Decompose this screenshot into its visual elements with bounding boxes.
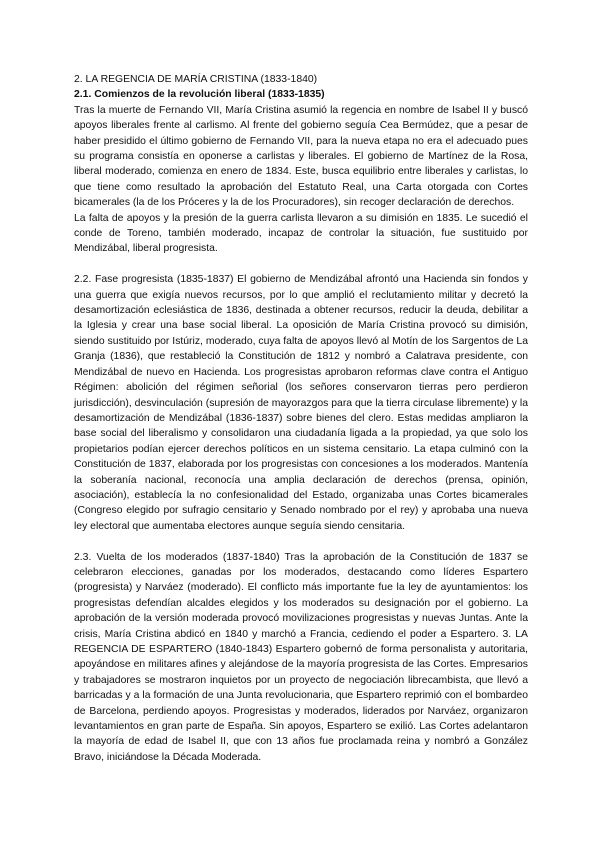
paragraph-progressive-phase: 2.2. Fase progresista (1835-1837) El gobierno de Mendizábal afrontó una Hacienda sin fondos y una guerra que exigía nuevos recursos, por lo que amplió el reclutamiento militar y decretó la desamortización eclesiástica de 1836, destinada a obtener recursos, reducir la deuda, debilitar a la Iglesia y crear una base social liberal. La oposición de María Cristina provocó su dimisión, siendo sustituido por Istúriz, moderado, cuya falta de apoyos llevó al Motín de los Sargentos de La Granja (1836), que restableció la Constitución de 1812 y nombró a Calatrava presidente, con Mendizábal de nuevo en Hacienda. Los progresistas aprobaron reformas clave contra el Antiguo Régimen: abolición del régimen señorial (los señores conservaron tierras pero perdieron jurisdicción), desvinculación (supresión de mayorazgos para que la tierra circulase libremente) y la desamortización de Mendizábal (1836-1837) sobre bienes del clero. Estas medidas ampliaron la base social del liberalismo y consolidaron una ciudadanía ligada a la propiedad, ya que solo los propietarios podían ejercer derechos políticos en un sistema censitario. La etapa culminó con la Constitución de 1837, elaborada por los progresistas con concesiones a los moderados. Mantenía la soberanía nacional, reconocía una amplia declaración de derechos (prensa, opinión, asociación), establecía la no confesionalidad del Estado, organizaba unas Cortes bicamerales (Congreso elegido por sufragio censitario y Senado nombrado por el rey) y aprobaba una nueva ley electoral que aumentaba electores aunque seguía siendo censitaria. xyxy=(74,274,528,532)
paragraph-mendizabal-rise: La falta de apoyos y la presión de la guerra carlista llevaron a su dimisión en 1835. Le sucedió el conde de Toreno, también moderado, incapaz de controlar la situación, fue sustituido por Mendizábal, liberal progresista. xyxy=(74,212,528,255)
paragraph-gap xyxy=(74,534,528,549)
paragraph-gap xyxy=(74,257,528,272)
paragraph-regency-start: Tras la muerte de Fernando VII, María Cristina asumió la regencia en nombre de Isabel II y buscó apoyos liberales frente al carlismo. Al frente del gobierno seguía Cea Bermúdez, que a pesar de haber presidido el último gobierno de Fernando VII, para la nueva etapa no era el adecuado pues su programa consistía en oponerse a carlistas y liberales. El gobierno de Martínez de la Rosa, liberal moderado, comienza en enero de 1834. Este, busca equilibrio entre liberales y carlistas, lo que tiene como resultado la aprobación del Estatuto Real, una Carta otorgada con Cortes bicamerales (la de los Próceres y la de los Procuradores), sin recoger declaración de derechos. xyxy=(74,104,528,209)
paragraph-moderates-return: 2.3. Vuelta de los moderados (1837-1840) Tras la aprobación de la Constitución de 1837 se celebraron elecciones, ganadas por los moderados, destacando como líderes Espartero (progresista) y Narváez (moderado). El conflicto más importante fue la ley de ayuntamientos: los progresistas defendían alcaldes elegidos y los moderados su designación por el gobierno. La aprobación de la versión moderada provocó movilizaciones progresistas y nuevas Juntas. Ante la crisis, María Cristina abdicó en 1840 y marchó a Francia, cediendo el poder a Espartero. 3. LA REGENCIA DE ESPARTERO (1840-1843) Espartero gobernó de forma personalista y autoritaria, apoyándose en militares afines y alejándose de la mayoría progresista de las Cortes. Empresarios y trabajadores se mostraron inquietos por un proyecto de negociación librecambista, que llevó a barricadas y a la formación de una Junta revolucionaria, que Espartero reprimió con el bombardeo de Barcelona, perdiendo apoyos. Progresistas y moderados, liderados por Narváez, organizaron levantamientos en gran parte de España. Sin apoyos, Espartero se exilió. Las Cortes adelantaron la mayoría de edad de Isabel II, que con 13 años fue proclamada reina y nombró a González Bravo, iniciándose la Década Moderada. xyxy=(74,551,528,763)
subsection-title: 2.1. Comienzos de la revolución liberal (1833-1835) xyxy=(74,89,325,101)
document-body xyxy=(74,72,528,765)
section-title: 2. LA REGENCIA DE MARÍA CRISTINA (1833-1840) xyxy=(74,74,318,85)
